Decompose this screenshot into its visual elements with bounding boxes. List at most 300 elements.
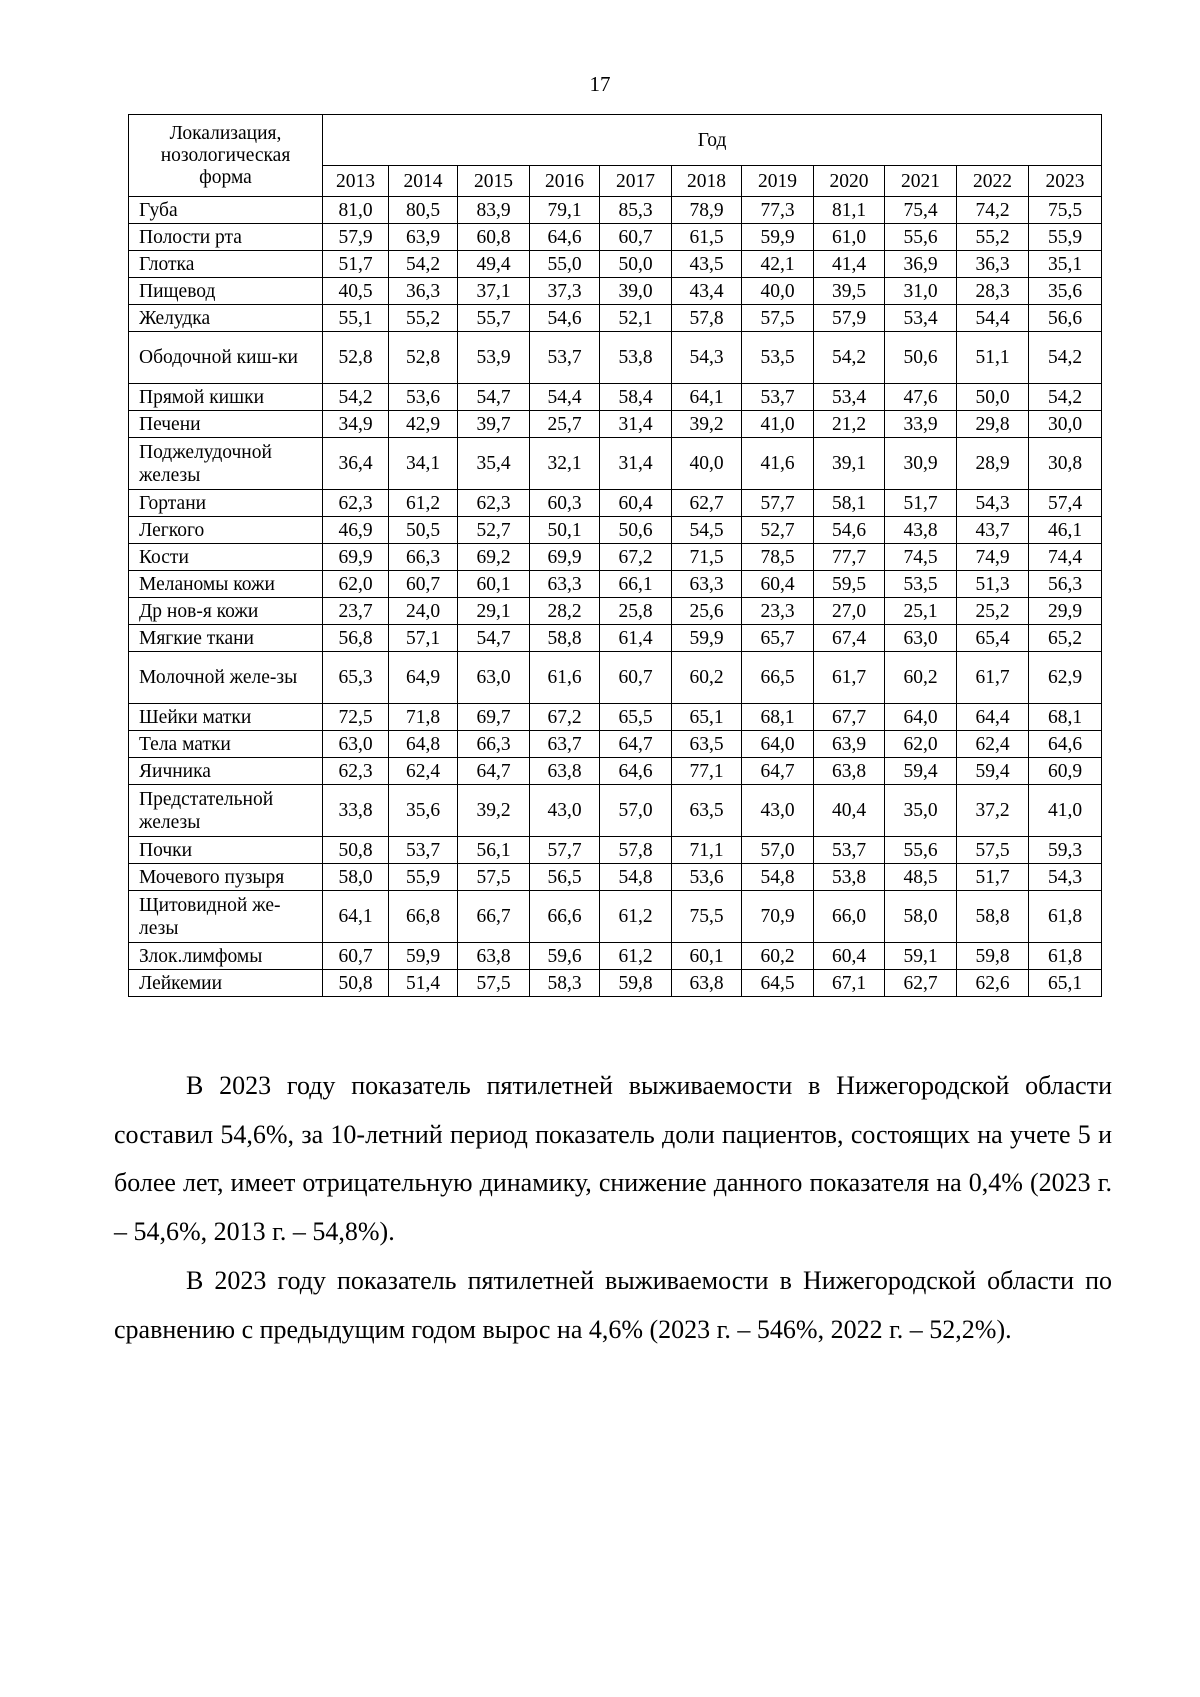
localization-cell: Мочевого пузыря [129, 864, 323, 891]
value-cell: 63,5 [672, 731, 742, 758]
value-cell: 50,6 [885, 332, 957, 384]
value-cell: 57,0 [600, 785, 672, 837]
value-cell: 63,8 [458, 943, 530, 970]
value-cell: 66,6 [530, 891, 600, 943]
value-cell: 43,5 [672, 251, 742, 278]
value-cell: 39,2 [672, 411, 742, 438]
localization-cell: Шейки матки [129, 704, 323, 731]
value-cell: 69,7 [458, 704, 530, 731]
year-header-cell: 2020 [814, 166, 885, 197]
value-cell: 50,1 [530, 517, 600, 544]
value-cell: 61,4 [600, 625, 672, 652]
value-cell: 54,7 [458, 384, 530, 411]
value-cell: 64,6 [600, 758, 672, 785]
value-cell: 72,5 [323, 704, 389, 731]
value-cell: 54,4 [530, 384, 600, 411]
value-cell: 48,5 [885, 864, 957, 891]
value-cell: 65,3 [323, 652, 389, 704]
localization-cell: Меланомы кожи [129, 571, 323, 598]
value-cell: 61,5 [672, 224, 742, 251]
year-header-cell: 2016 [530, 166, 600, 197]
value-cell: 63,3 [530, 571, 600, 598]
value-cell: 64,6 [1029, 731, 1102, 758]
value-cell: 58,8 [530, 625, 600, 652]
value-cell: 36,9 [885, 251, 957, 278]
table-row [129, 544, 1102, 571]
table-row [129, 278, 1102, 305]
value-cell: 29,9 [1029, 598, 1102, 625]
value-cell: 62,0 [323, 571, 389, 598]
localization-cell: Предстательной железы [129, 785, 323, 837]
value-cell: 54,3 [672, 332, 742, 384]
value-cell: 57,8 [672, 305, 742, 332]
value-cell: 50,0 [957, 384, 1029, 411]
value-cell: 28,3 [957, 278, 1029, 305]
localization-header: Локализация, нозологическая форма [129, 115, 323, 197]
value-cell: 67,1 [814, 970, 885, 997]
value-cell: 62,6 [957, 970, 1029, 997]
value-cell: 60,8 [458, 224, 530, 251]
value-cell: 35,4 [458, 438, 530, 490]
table-row [129, 970, 1102, 997]
value-cell: 55,0 [530, 251, 600, 278]
value-cell: 50,0 [600, 251, 672, 278]
value-cell: 57,5 [957, 837, 1029, 864]
value-cell: 60,7 [600, 652, 672, 704]
table-body [129, 197, 1102, 997]
value-cell: 59,1 [885, 943, 957, 970]
table-row [129, 332, 1102, 384]
value-cell: 37,2 [957, 785, 1029, 837]
value-cell: 54,2 [814, 332, 885, 384]
value-cell: 60,2 [885, 652, 957, 704]
value-cell: 69,9 [323, 544, 389, 571]
value-cell: 40,0 [742, 278, 814, 305]
value-cell: 60,2 [742, 943, 814, 970]
value-cell: 61,7 [814, 652, 885, 704]
value-cell: 28,2 [530, 598, 600, 625]
table-header [129, 115, 1102, 197]
value-cell: 54,4 [957, 305, 1029, 332]
value-cell: 78,9 [672, 197, 742, 224]
localization-cell: Др нов-я кожи [129, 598, 323, 625]
value-cell: 56,5 [530, 864, 600, 891]
value-cell: 33,9 [885, 411, 957, 438]
value-cell: 52,7 [458, 517, 530, 544]
value-cell: 27,0 [814, 598, 885, 625]
localization-cell: Лейкемии [129, 970, 323, 997]
value-cell: 54,5 [672, 517, 742, 544]
value-cell: 60,9 [1029, 758, 1102, 785]
value-cell: 66,7 [458, 891, 530, 943]
value-cell: 61,8 [1029, 891, 1102, 943]
value-cell: 63,0 [458, 652, 530, 704]
localization-cell: Желудка [129, 305, 323, 332]
value-cell: 67,7 [814, 704, 885, 731]
value-cell: 39,2 [458, 785, 530, 837]
table-row [129, 305, 1102, 332]
value-cell: 43,0 [742, 785, 814, 837]
value-cell: 60,4 [814, 943, 885, 970]
year-header-cell: 2023 [1029, 166, 1102, 197]
value-cell: 78,5 [742, 544, 814, 571]
value-cell: 41,6 [742, 438, 814, 490]
value-cell: 61,6 [530, 652, 600, 704]
value-cell: 71,8 [389, 704, 458, 731]
table-row [129, 704, 1102, 731]
value-cell: 41,0 [742, 411, 814, 438]
value-cell: 60,1 [672, 943, 742, 970]
value-cell: 34,1 [389, 438, 458, 490]
value-cell: 55,7 [458, 305, 530, 332]
value-cell: 60,3 [530, 490, 600, 517]
value-cell: 25,1 [885, 598, 957, 625]
value-cell: 31,0 [885, 278, 957, 305]
value-cell: 46,1 [1029, 517, 1102, 544]
value-cell: 66,3 [458, 731, 530, 758]
value-cell: 77,7 [814, 544, 885, 571]
paragraph-survival-summary: В 2023 году показатель пятилетней выживаемости в Нижегородской области составил 54,6%, за 10-летний период показатель доли пациентов, состоящих на учете 5 и более лет, имеет отрицательную динамику, снижение данного показателя на 0,4% (2023 г. – 54,6%, 2013 г. – 54,8%). [114, 1071, 1112, 1246]
value-cell: 47,6 [885, 384, 957, 411]
value-cell: 52,1 [600, 305, 672, 332]
table-row [129, 598, 1102, 625]
value-cell: 59,8 [600, 970, 672, 997]
value-cell: 29,1 [458, 598, 530, 625]
value-cell: 60,7 [389, 571, 458, 598]
table-row [129, 652, 1102, 704]
value-cell: 71,1 [672, 837, 742, 864]
value-cell: 43,8 [885, 517, 957, 544]
value-cell: 62,3 [323, 490, 389, 517]
value-cell: 62,4 [389, 758, 458, 785]
value-cell: 34,9 [323, 411, 389, 438]
value-cell: 62,3 [458, 490, 530, 517]
value-cell: 55,1 [323, 305, 389, 332]
value-cell: 59,9 [389, 943, 458, 970]
value-cell: 53,6 [672, 864, 742, 891]
value-cell: 62,4 [957, 731, 1029, 758]
table-row [129, 490, 1102, 517]
value-cell: 46,9 [323, 517, 389, 544]
value-cell: 57,4 [1029, 490, 1102, 517]
value-cell: 61,0 [814, 224, 885, 251]
value-cell: 53,7 [389, 837, 458, 864]
localization-cell: Ободочной киш-ки [129, 332, 323, 384]
value-cell: 43,7 [957, 517, 1029, 544]
value-cell: 23,7 [323, 598, 389, 625]
value-cell: 58,0 [885, 891, 957, 943]
value-cell: 81,1 [814, 197, 885, 224]
value-cell: 36,3 [389, 278, 458, 305]
value-cell: 69,9 [530, 544, 600, 571]
localization-cell: Прямой кишки [129, 384, 323, 411]
value-cell: 32,1 [530, 438, 600, 490]
value-cell: 59,4 [957, 758, 1029, 785]
value-cell: 60,7 [600, 224, 672, 251]
value-cell: 40,5 [323, 278, 389, 305]
table-row [129, 438, 1102, 490]
value-cell: 49,4 [458, 251, 530, 278]
value-cell: 31,4 [600, 438, 672, 490]
value-cell: 30,8 [1029, 438, 1102, 490]
value-cell: 40,0 [672, 438, 742, 490]
localization-cell: Поджелудочной железы [129, 438, 323, 490]
localization-cell: Мягкие ткани [129, 625, 323, 652]
value-cell: 58,0 [323, 864, 389, 891]
value-cell: 50,5 [389, 517, 458, 544]
value-cell: 64,7 [458, 758, 530, 785]
table-row [129, 411, 1102, 438]
value-cell: 60,2 [672, 652, 742, 704]
value-cell: 57,5 [458, 864, 530, 891]
table-row [129, 197, 1102, 224]
value-cell: 58,8 [957, 891, 1029, 943]
value-cell: 62,7 [672, 490, 742, 517]
table-row [129, 837, 1102, 864]
value-cell: 74,4 [1029, 544, 1102, 571]
localization-cell: Яичника [129, 758, 323, 785]
value-cell: 50,8 [323, 970, 389, 997]
value-cell: 31,4 [600, 411, 672, 438]
value-cell: 68,1 [742, 704, 814, 731]
value-cell: 77,1 [672, 758, 742, 785]
value-cell: 40,4 [814, 785, 885, 837]
localization-cell: Глотка [129, 251, 323, 278]
value-cell: 54,2 [389, 251, 458, 278]
value-cell: 54,7 [458, 625, 530, 652]
localization-cell: Полости рта [129, 224, 323, 251]
value-cell: 51,7 [885, 490, 957, 517]
value-cell: 52,7 [742, 517, 814, 544]
value-cell: 58,3 [530, 970, 600, 997]
value-cell: 59,6 [530, 943, 600, 970]
value-cell: 65,1 [672, 704, 742, 731]
value-cell: 35,0 [885, 785, 957, 837]
year-header-cell: 2022 [957, 166, 1029, 197]
value-cell: 66,5 [742, 652, 814, 704]
value-cell: 71,5 [672, 544, 742, 571]
value-cell: 59,5 [814, 571, 885, 598]
value-cell: 23,3 [742, 598, 814, 625]
value-cell: 54,3 [957, 490, 1029, 517]
value-cell: 39,0 [600, 278, 672, 305]
localization-cell: Легкого [129, 517, 323, 544]
value-cell: 57,9 [814, 305, 885, 332]
value-cell: 62,9 [1029, 652, 1102, 704]
value-cell: 67,2 [530, 704, 600, 731]
value-cell: 57,5 [742, 305, 814, 332]
value-cell: 62,0 [885, 731, 957, 758]
year-header-cell: 2013 [323, 166, 389, 197]
value-cell: 25,7 [530, 411, 600, 438]
value-cell: 77,3 [742, 197, 814, 224]
value-cell: 61,2 [389, 490, 458, 517]
value-cell: 68,1 [1029, 704, 1102, 731]
value-cell: 66,8 [389, 891, 458, 943]
value-cell: 60,4 [742, 571, 814, 598]
value-cell: 63,7 [530, 731, 600, 758]
value-cell: 50,6 [600, 517, 672, 544]
value-cell: 35,1 [1029, 251, 1102, 278]
value-cell: 59,3 [1029, 837, 1102, 864]
value-cell: 54,2 [1029, 384, 1102, 411]
value-cell: 85,3 [600, 197, 672, 224]
value-cell: 57,7 [742, 490, 814, 517]
value-cell: 62,3 [323, 758, 389, 785]
value-cell: 80,5 [389, 197, 458, 224]
value-cell: 24,0 [389, 598, 458, 625]
value-cell: 75,5 [672, 891, 742, 943]
value-cell: 35,6 [1029, 278, 1102, 305]
value-cell: 65,4 [957, 625, 1029, 652]
value-cell: 52,8 [389, 332, 458, 384]
value-cell: 63,8 [814, 758, 885, 785]
value-cell: 53,5 [742, 332, 814, 384]
survival-table [128, 114, 1102, 997]
value-cell: 75,4 [885, 197, 957, 224]
table-row [129, 571, 1102, 598]
value-cell: 63,5 [672, 785, 742, 837]
table-row [129, 224, 1102, 251]
value-cell: 56,6 [1029, 305, 1102, 332]
value-cell: 83,9 [458, 197, 530, 224]
value-cell: 64,5 [742, 970, 814, 997]
value-cell: 37,1 [458, 278, 530, 305]
value-cell: 63,9 [389, 224, 458, 251]
value-cell: 33,8 [323, 785, 389, 837]
value-cell: 36,4 [323, 438, 389, 490]
value-cell: 21,2 [814, 411, 885, 438]
value-cell: 39,5 [814, 278, 885, 305]
value-cell: 64,4 [957, 704, 1029, 731]
value-cell: 60,4 [600, 490, 672, 517]
value-cell: 75,5 [1029, 197, 1102, 224]
value-cell: 53,8 [600, 332, 672, 384]
value-cell: 53,9 [458, 332, 530, 384]
year-header-cell: 2015 [458, 166, 530, 197]
value-cell: 63,8 [672, 970, 742, 997]
value-cell: 61,7 [957, 652, 1029, 704]
value-cell: 56,3 [1029, 571, 1102, 598]
value-cell: 54,8 [600, 864, 672, 891]
table-row [129, 731, 1102, 758]
value-cell: 55,9 [1029, 224, 1102, 251]
year-group-header: Год [323, 115, 1102, 166]
value-cell: 53,8 [814, 864, 885, 891]
value-cell: 64,0 [742, 731, 814, 758]
value-cell: 64,0 [885, 704, 957, 731]
localization-cell: Щитовидной же-лезы [129, 891, 323, 943]
table-row [129, 251, 1102, 278]
value-cell: 30,9 [885, 438, 957, 490]
value-cell: 60,1 [458, 571, 530, 598]
value-cell: 42,1 [742, 251, 814, 278]
page-number: 17 [589, 72, 611, 96]
value-cell: 28,9 [957, 438, 1029, 490]
value-cell: 55,2 [389, 305, 458, 332]
value-cell: 57,9 [323, 224, 389, 251]
value-cell: 79,1 [530, 197, 600, 224]
table-row [129, 384, 1102, 411]
value-cell: 30,0 [1029, 411, 1102, 438]
value-cell: 61,2 [600, 943, 672, 970]
value-cell: 66,3 [389, 544, 458, 571]
value-cell: 63,9 [814, 731, 885, 758]
value-cell: 55,2 [957, 224, 1029, 251]
value-cell: 63,3 [672, 571, 742, 598]
localization-cell: Губа [129, 197, 323, 224]
value-cell: 81,0 [323, 197, 389, 224]
value-cell: 63,0 [323, 731, 389, 758]
value-cell: 42,9 [389, 411, 458, 438]
value-cell: 66,1 [600, 571, 672, 598]
value-cell: 54,2 [323, 384, 389, 411]
value-cell: 64,7 [742, 758, 814, 785]
value-cell: 59,8 [957, 943, 1029, 970]
value-cell: 52,8 [323, 332, 389, 384]
localization-cell: Пищевод [129, 278, 323, 305]
value-cell: 56,8 [323, 625, 389, 652]
value-cell: 57,1 [389, 625, 458, 652]
value-cell: 53,7 [742, 384, 814, 411]
value-cell: 53,6 [389, 384, 458, 411]
value-cell: 74,9 [957, 544, 1029, 571]
table-row [129, 864, 1102, 891]
value-cell: 59,4 [885, 758, 957, 785]
value-cell: 69,2 [458, 544, 530, 571]
value-cell: 54,2 [1029, 332, 1102, 384]
value-cell: 64,1 [672, 384, 742, 411]
value-cell: 64,7 [600, 731, 672, 758]
value-cell: 59,9 [742, 224, 814, 251]
year-header-cell: 2019 [742, 166, 814, 197]
value-cell: 65,5 [600, 704, 672, 731]
value-cell: 65,2 [1029, 625, 1102, 652]
value-cell: 53,4 [814, 384, 885, 411]
value-cell: 37,3 [530, 278, 600, 305]
year-header-cell: 2018 [672, 166, 742, 197]
value-cell: 74,5 [885, 544, 957, 571]
value-cell: 65,7 [742, 625, 814, 652]
value-cell: 54,3 [1029, 864, 1102, 891]
value-cell: 51,7 [323, 251, 389, 278]
table-row [129, 943, 1102, 970]
value-cell: 58,1 [814, 490, 885, 517]
value-cell: 74,2 [957, 197, 1029, 224]
value-cell: 62,7 [885, 970, 957, 997]
value-cell: 56,1 [458, 837, 530, 864]
value-cell: 66,0 [814, 891, 885, 943]
localization-cell: Печени [129, 411, 323, 438]
table-row [129, 625, 1102, 652]
value-cell: 61,2 [600, 891, 672, 943]
value-cell: 61,8 [1029, 943, 1102, 970]
localization-cell: Гортани [129, 490, 323, 517]
value-cell: 64,1 [323, 891, 389, 943]
value-cell: 70,9 [742, 891, 814, 943]
value-cell: 55,6 [885, 837, 957, 864]
table-row [129, 785, 1102, 837]
value-cell: 60,7 [323, 943, 389, 970]
table-row [129, 891, 1102, 943]
value-cell: 54,8 [742, 864, 814, 891]
value-cell: 53,4 [885, 305, 957, 332]
value-cell: 53,5 [885, 571, 957, 598]
value-cell: 25,8 [600, 598, 672, 625]
value-cell: 39,7 [458, 411, 530, 438]
value-cell: 55,9 [389, 864, 458, 891]
value-cell: 54,6 [530, 305, 600, 332]
